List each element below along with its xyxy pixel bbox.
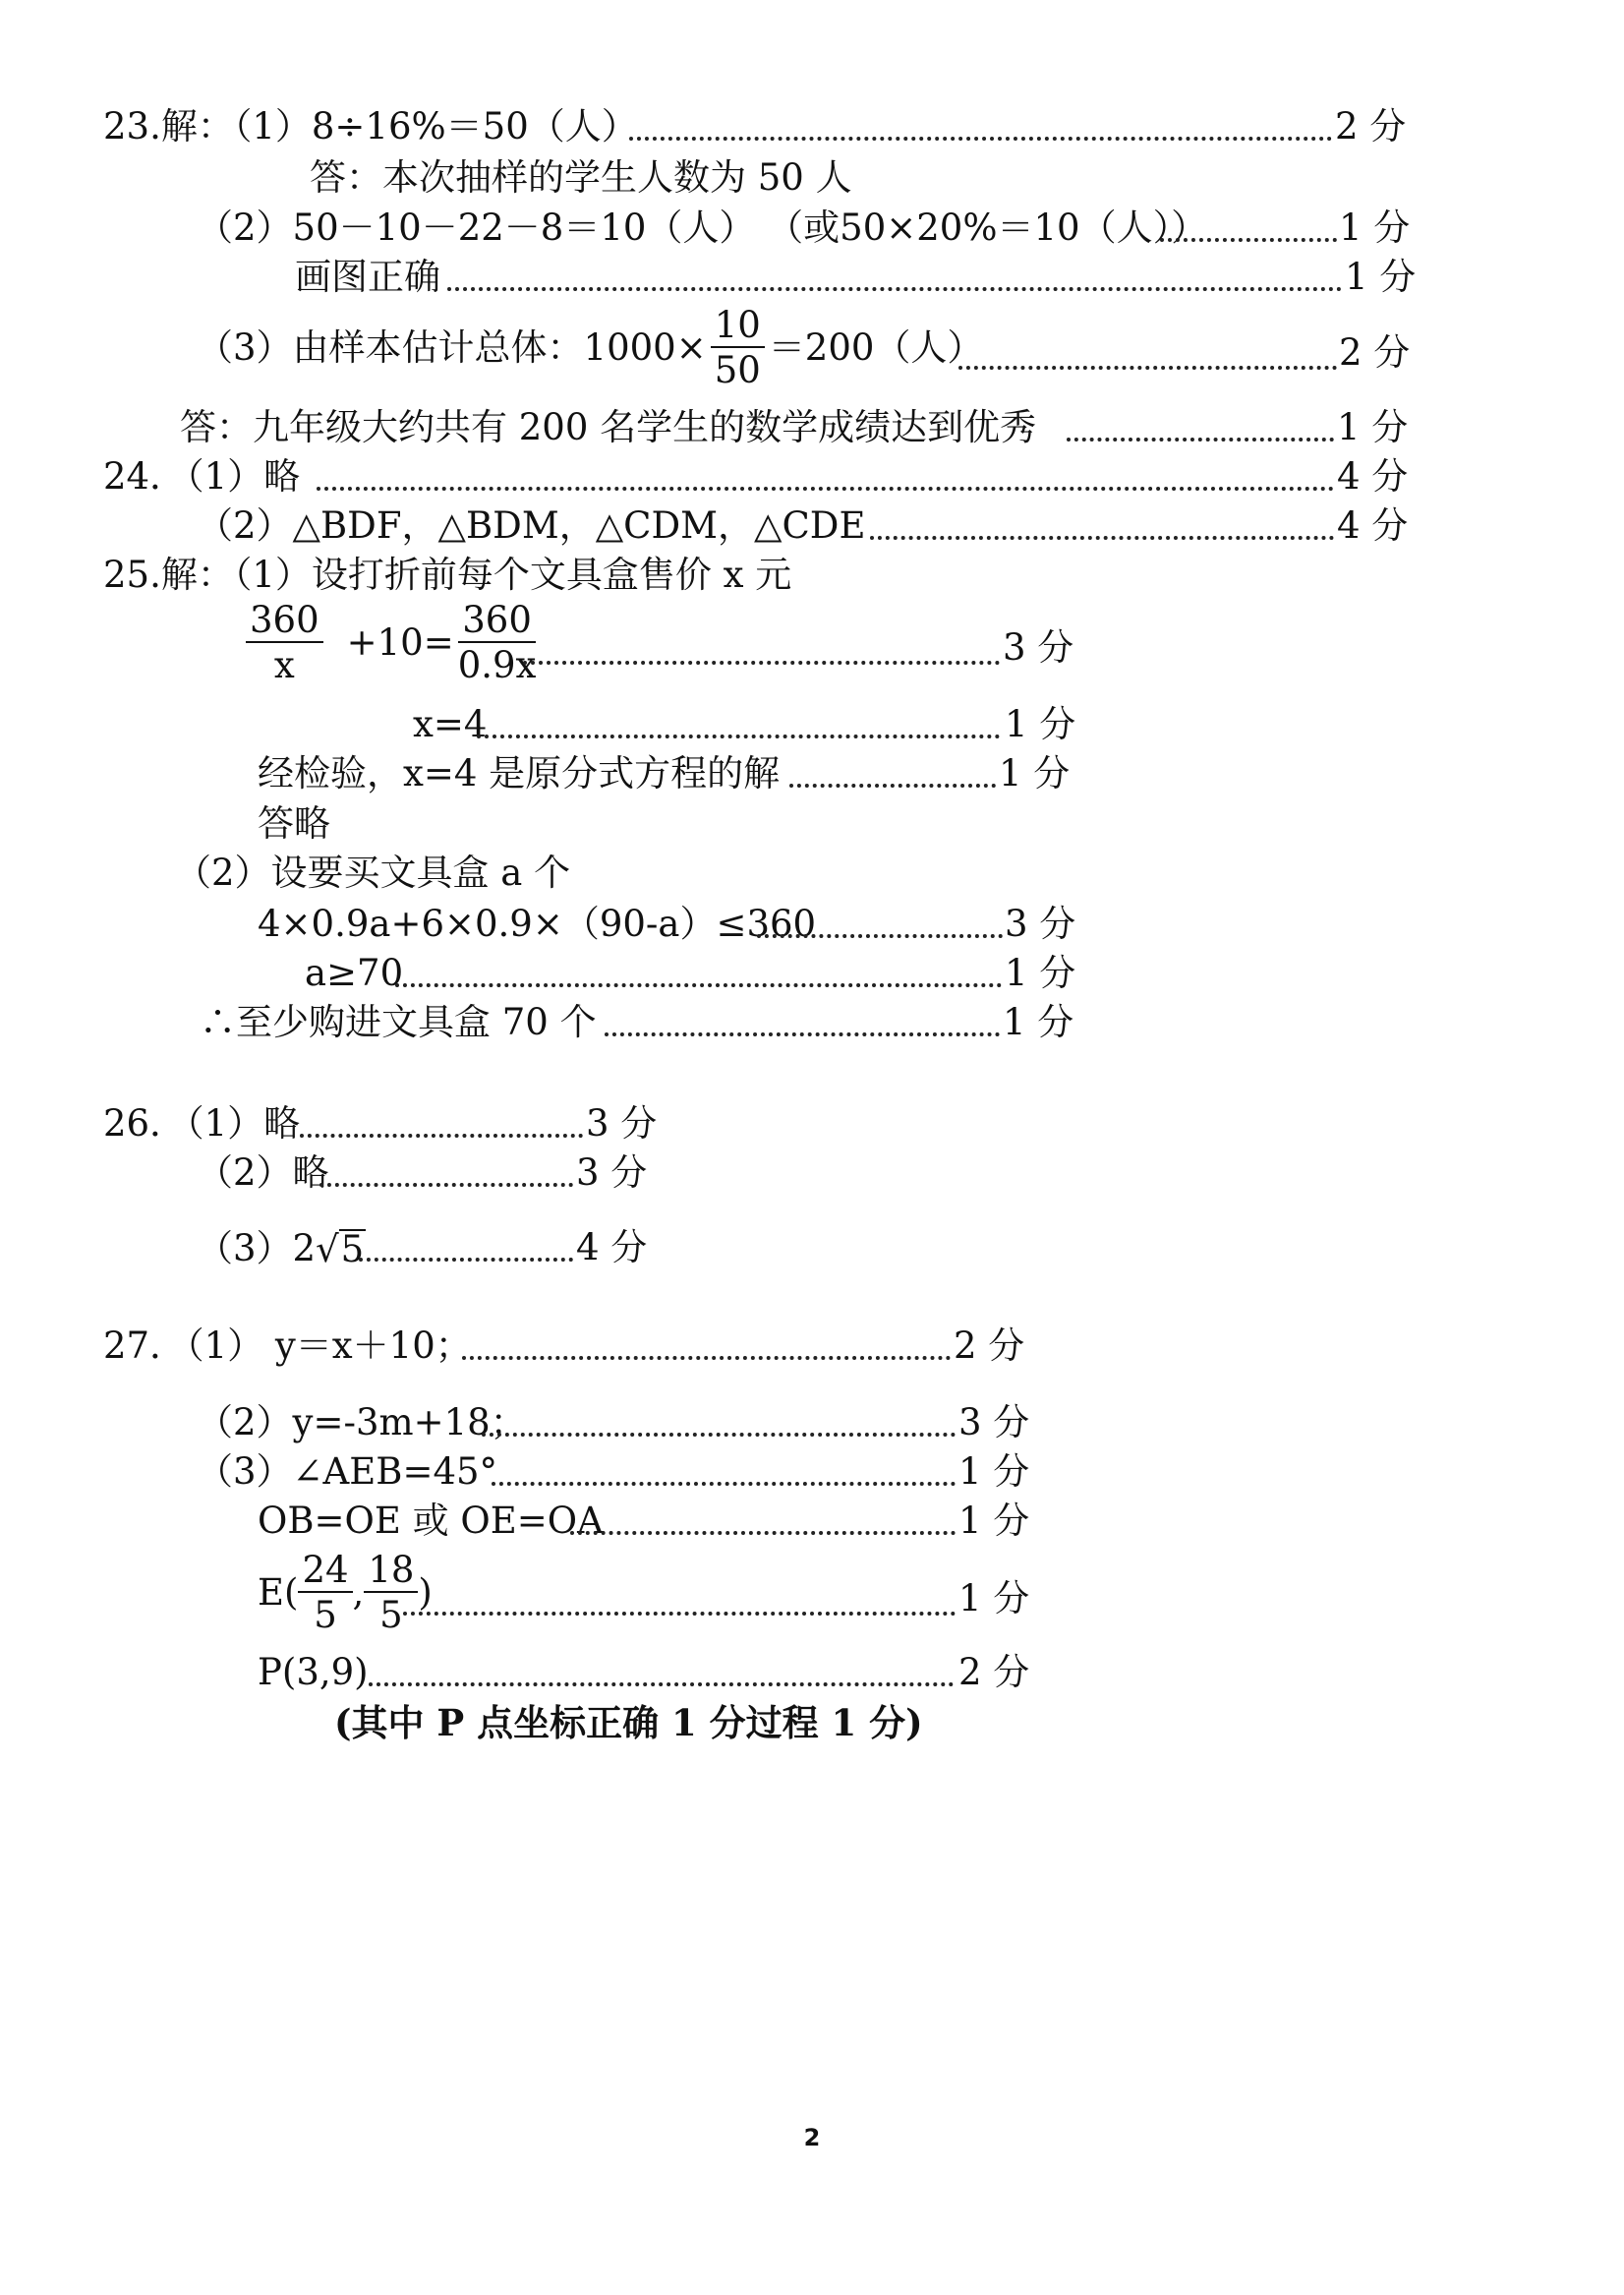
score: 1 分 xyxy=(958,1450,1030,1493)
score: 3 分 xyxy=(586,1102,658,1145)
score: 2 分 xyxy=(958,1651,1030,1693)
score: 4 分 xyxy=(576,1226,648,1268)
q27-part2: （2）y=-3m+18； xyxy=(197,1401,527,1443)
score: 1 分 xyxy=(999,752,1071,794)
q23-answer3: 答：九年级大约共有 200 名学生的数学成绩达到优秀 xyxy=(180,406,1037,448)
fraction: $\frac{24}{5}$ xyxy=(298,1552,352,1633)
dot-leader xyxy=(958,362,1337,370)
q25-part2: （2）设要买文具盒 a 个 xyxy=(175,852,571,894)
score: 1 分 xyxy=(1005,952,1076,994)
q23-part3: （3）由样本估计总体：1000× $\frac{10}{50}$ ＝200（人） xyxy=(197,304,984,391)
q24-part1: 24．（1）略 xyxy=(103,455,301,498)
score: 1 分 xyxy=(958,1500,1030,1542)
fraction: $\frac{360}{x}$ xyxy=(246,602,323,683)
dot-leader xyxy=(523,657,1000,665)
q23-drawing: 画图正确 xyxy=(295,256,440,298)
dot-leader xyxy=(870,532,1334,540)
dot-leader xyxy=(757,930,1003,938)
score: 2 分 xyxy=(954,1324,1025,1367)
dot-leader xyxy=(605,1029,1000,1036)
dot-leader xyxy=(1067,434,1334,441)
q25-inequality: 4×0.9a+6×0.9×（90-a）≤360 xyxy=(258,903,817,945)
q25-inequality-solution: a≥70 xyxy=(305,952,404,994)
q27-point-p: P(3,9) xyxy=(258,1651,369,1693)
score: 3 分 xyxy=(1003,626,1074,669)
dot-leader xyxy=(319,1179,573,1187)
q26-part3: （3）2 √ 5 xyxy=(197,1227,365,1270)
q25-check: 经检验，x=4 是原分式方程的解 xyxy=(258,752,781,794)
q26-part2: （2）略 xyxy=(197,1151,329,1194)
q25-equation: $\frac{360}{x}$ +10= $\frac{360}{0.9x}$ xyxy=(242,602,540,683)
q24-part2: （2）△BDF，△BDM，△CDM，△CDE xyxy=(197,504,866,547)
dot-leader xyxy=(395,979,1002,987)
score: 1 分 xyxy=(1005,703,1076,745)
q27-note: (其中 P 点坐标正确 1 分过程 1 分) xyxy=(334,1701,923,1744)
dot-leader xyxy=(359,1254,573,1262)
q25-solution: x=4 xyxy=(413,703,488,745)
q27-point-e: E( $\frac{24}{5}$ , $\frac{18}{5}$ ) xyxy=(258,1549,433,1636)
fraction: $\frac{18}{5}$ xyxy=(364,1552,418,1633)
q27-ob-oe: OB=OE 或 OE=OA xyxy=(258,1500,604,1542)
score: 1 分 xyxy=(1339,206,1411,249)
q27-part1: 27．（1） y＝x＋10； xyxy=(103,1324,472,1367)
dot-leader xyxy=(492,1478,956,1486)
q23-part2: （2）50－10－22－8＝10（人） （或50×20%＝10（人）） xyxy=(197,206,1208,249)
dot-leader xyxy=(477,731,1000,738)
score: 1 分 xyxy=(1003,1001,1074,1043)
q25-head: 25.解：（1）设打折前每个文具盒售价 x 元 xyxy=(103,554,792,596)
score: 1 分 xyxy=(1337,406,1409,448)
score: 3 分 xyxy=(1005,903,1076,945)
q25-answer: 答略 xyxy=(258,802,330,845)
score: 3 分 xyxy=(958,1401,1030,1443)
dot-leader xyxy=(570,1527,956,1535)
score: 4 分 xyxy=(1337,504,1409,547)
dot-leader xyxy=(447,283,1342,291)
fraction: $\frac{10}{50}$ xyxy=(711,307,765,388)
q26-part1: 26．（1）略 xyxy=(103,1102,301,1145)
square-root: √ 5 xyxy=(316,1228,365,1270)
dot-leader xyxy=(1160,234,1337,242)
q23-answer1: 答：本次抽样的学生人数为 50 人 xyxy=(310,156,852,199)
q27-part3: （3）∠AEB=45° xyxy=(197,1450,498,1493)
dot-leader xyxy=(482,1429,956,1437)
dot-leader xyxy=(300,1130,583,1138)
score: 1 分 xyxy=(958,1577,1030,1619)
dot-leader xyxy=(369,1678,954,1686)
score: 1 分 xyxy=(1345,256,1417,298)
dot-leader xyxy=(789,780,996,788)
page-number: 2 xyxy=(803,2124,821,2151)
score: 4 分 xyxy=(1337,455,1409,498)
q23-part1: 23.解：（1）8÷16%＝50（人） xyxy=(103,105,638,147)
score: 2 分 xyxy=(1339,331,1411,374)
q25-conclusion: ∴至少购进文具盒 70 个 xyxy=(200,1001,597,1043)
dot-leader xyxy=(317,483,1334,491)
dot-leader xyxy=(403,1608,956,1616)
score: 2 分 xyxy=(1335,105,1407,147)
dot-leader xyxy=(462,1352,951,1360)
score: 3 分 xyxy=(576,1151,648,1194)
dot-leader xyxy=(629,133,1332,141)
fraction: $\frac{360}{0.9x}$ xyxy=(457,599,537,686)
